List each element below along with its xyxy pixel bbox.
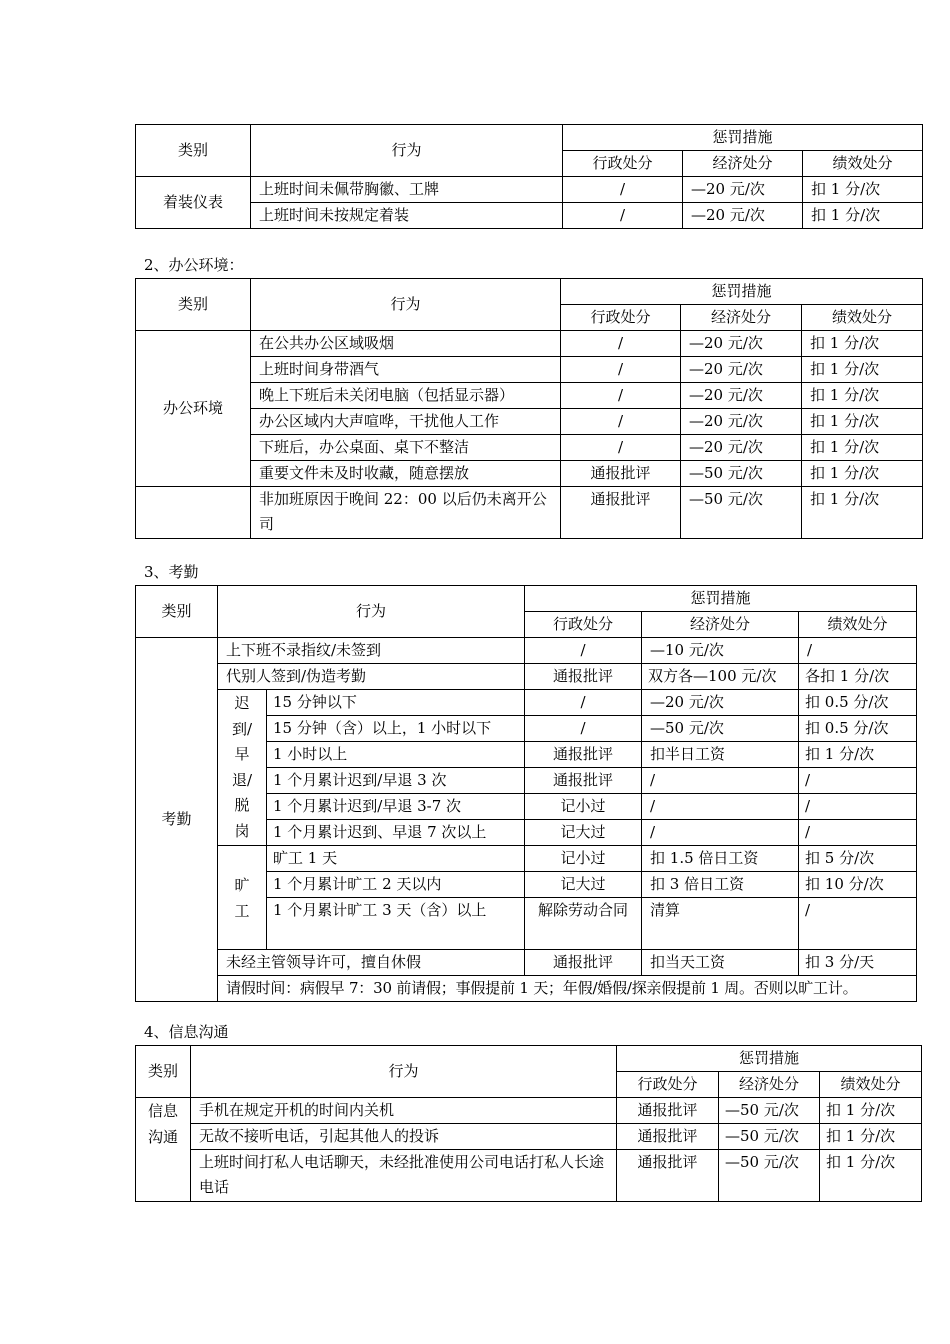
- admin-cell: 通报批评: [617, 1150, 719, 1202]
- economic-cell: —20 元/次: [683, 177, 803, 203]
- economic-cell: —10 元/次: [642, 638, 799, 664]
- behavior-cell: 旷工 1 天: [267, 846, 525, 872]
- performance-cell: 扣 1 分/次: [820, 1124, 922, 1150]
- admin-cell: 解除劳动合同: [525, 898, 642, 950]
- performance-cell: 扣 1 分/次: [799, 742, 917, 768]
- admin-cell: /: [563, 203, 683, 229]
- performance-cell: 扣 1 分/次: [803, 177, 923, 203]
- absenteeism-label: [218, 846, 267, 950]
- economic-cell: —20 元/次: [683, 203, 803, 229]
- table-row: [136, 1150, 922, 1202]
- admin-cell: /: [561, 435, 681, 461]
- header-admin: 行政处分: [561, 305, 681, 331]
- section-heading-office: 2、办公环境：: [144, 256, 244, 274]
- economic-cell: —20 元/次: [681, 383, 802, 409]
- table-row: [136, 461, 923, 487]
- attendance-table: [135, 585, 917, 1002]
- behavior-cell: 重要文件未及时收藏，随意摆放: [251, 461, 561, 487]
- behavior-cell: 1 个月累计迟到、早退 7 次以上: [267, 820, 525, 846]
- header-behavior: 行为: [251, 279, 561, 331]
- behavior-cell: 下班后，办公桌面、桌下不整洁: [251, 435, 561, 461]
- header-category: 类别: [136, 1046, 191, 1098]
- economic-cell: —50 元/次: [719, 1098, 820, 1124]
- performance-cell: /: [799, 820, 917, 846]
- behavior-cell: 上下班不录指纹/未签到: [218, 638, 525, 664]
- table-row: [136, 357, 923, 383]
- behavior-cell: 未经主管领导许可，擅自休假: [218, 950, 525, 976]
- behavior-cell: 在公共办公区域吸烟: [251, 331, 561, 357]
- header-behavior: 行为: [218, 586, 525, 638]
- admin-cell: 记小过: [525, 846, 642, 872]
- performance-cell: 扣 1 分/次: [802, 461, 923, 487]
- category-cell: 考勤: [136, 638, 218, 1002]
- admin-cell: /: [561, 357, 681, 383]
- economic-cell: —50 元/次: [681, 461, 802, 487]
- performance-cell: 各扣 1 分/次: [799, 664, 917, 690]
- section-heading-communication: 4、信息沟通: [144, 1023, 229, 1041]
- behavior-cell: 1 个月累计旷工 2 天以内: [267, 872, 525, 898]
- header-performance: 绩效处分: [820, 1072, 922, 1098]
- performance-cell: 扣 1 分/次: [802, 383, 923, 409]
- performance-cell: /: [799, 638, 917, 664]
- header-penalty: 惩罚措施: [525, 586, 917, 612]
- behavior-cell: 手机在规定开机的时间内关机: [191, 1098, 617, 1124]
- performance-cell: 扣 1 分/次: [802, 409, 923, 435]
- admin-cell: 通报批评: [617, 1098, 719, 1124]
- header-category: 类别: [136, 586, 218, 638]
- behavior-cell: 15 分钟（含）以上，1 小时以下: [267, 716, 525, 742]
- table-row: [136, 976, 917, 1002]
- absenteeism-text: 旷工: [234, 875, 250, 920]
- performance-cell: 扣 0.5 分/次: [799, 716, 917, 742]
- admin-cell: 通报批评: [561, 487, 681, 539]
- table-row: [136, 950, 917, 976]
- header-penalty: 惩罚措施: [617, 1046, 922, 1072]
- behavior-cell: 1 个月累计旷工 3 天（含）以上: [267, 898, 525, 950]
- table-row: [136, 487, 923, 539]
- table-row: [136, 409, 923, 435]
- table-row: [136, 638, 917, 664]
- header-economic: 经济处分: [681, 305, 802, 331]
- category-cell: [136, 1098, 191, 1202]
- behavior-cell: 1 个月累计迟到/早退 3-7 次: [267, 794, 525, 820]
- economic-cell: —20 元/次: [681, 357, 802, 383]
- performance-cell: /: [799, 794, 917, 820]
- behavior-cell: 上班时间身带酒气: [251, 357, 561, 383]
- economic-cell: 双方各—100 元/次: [642, 664, 799, 690]
- header-admin: 行政处分: [617, 1072, 719, 1098]
- header-behavior: 行为: [251, 125, 563, 177]
- header-penalty: 惩罚措施: [561, 279, 923, 305]
- behavior-cell: 无故不接听电话，引起其他人的投诉: [191, 1124, 617, 1150]
- admin-cell: 通报批评: [617, 1124, 719, 1150]
- table-row: [136, 383, 923, 409]
- header-admin: 行政处分: [563, 151, 683, 177]
- header-performance: 绩效处分: [803, 151, 923, 177]
- admin-cell: 记大过: [525, 872, 642, 898]
- table-row: [136, 203, 923, 229]
- admin-cell: 通报批评: [561, 461, 681, 487]
- performance-cell: 扣 1 分/次: [820, 1150, 922, 1202]
- header-category: 类别: [136, 125, 251, 177]
- performance-cell: /: [799, 898, 917, 950]
- table-row: [136, 690, 917, 716]
- economic-cell: —20 元/次: [642, 690, 799, 716]
- performance-cell: 扣 1 分/次: [802, 331, 923, 357]
- admin-cell: /: [561, 331, 681, 357]
- behavior-cell: 15 分钟以下: [267, 690, 525, 716]
- behavior-cell: 1 小时以上: [267, 742, 525, 768]
- economic-cell: —50 元/次: [719, 1150, 820, 1202]
- behavior-cell: 1 个月累计迟到/早退 3 次: [267, 768, 525, 794]
- economic-cell: —20 元/次: [681, 435, 802, 461]
- admin-cell: 记小过: [525, 794, 642, 820]
- behavior-cell: 上班时间打私人电话聊天，未经批准使用公司电话打私人长途电话: [191, 1150, 617, 1202]
- dress-code-table: [135, 124, 923, 229]
- admin-cell: /: [561, 383, 681, 409]
- header-performance: 绩效处分: [802, 305, 923, 331]
- table-row: [136, 331, 923, 357]
- economic-cell: —50 元/次: [681, 487, 802, 539]
- performance-cell: 扣 1 分/次: [802, 357, 923, 383]
- table-row: [136, 846, 917, 872]
- performance-cell: 扣 10 分/次: [799, 872, 917, 898]
- economic-cell: /: [642, 768, 799, 794]
- admin-cell: /: [525, 716, 642, 742]
- behavior-cell: 办公区域内大声喧哗，干扰他人工作: [251, 409, 561, 435]
- economic-cell: —50 元/次: [719, 1124, 820, 1150]
- admin-cell: 通报批评: [525, 742, 642, 768]
- header-admin: 行政处分: [525, 612, 642, 638]
- economic-cell: —20 元/次: [681, 331, 802, 357]
- category-cell: 着装仪表: [136, 177, 251, 229]
- behavior-cell: 上班时间未佩带胸徽、工牌: [251, 177, 563, 203]
- header-economic: 经济处分: [642, 612, 799, 638]
- behavior-cell: 晚上下班后未关闭电脑（包括显示器）: [251, 383, 561, 409]
- performance-cell: 扣 5 分/次: [799, 846, 917, 872]
- empty-category-cell: [136, 487, 251, 539]
- economic-cell: —20 元/次: [681, 409, 802, 435]
- communication-table: [135, 1045, 922, 1202]
- section-heading-attendance: 3、考勤: [144, 563, 199, 581]
- performance-cell: 扣 1 分/次: [803, 203, 923, 229]
- table-row: [136, 1124, 922, 1150]
- header-performance: 绩效处分: [799, 612, 917, 638]
- admin-cell: /: [561, 409, 681, 435]
- header-penalty: 惩罚措施: [563, 125, 923, 151]
- economic-cell: /: [642, 794, 799, 820]
- admin-cell: /: [525, 690, 642, 716]
- late-early-leave-label: [218, 690, 267, 846]
- admin-cell: 通报批评: [525, 768, 642, 794]
- admin-cell: 通报批评: [525, 950, 642, 976]
- table-row: [136, 664, 917, 690]
- economic-cell: /: [642, 820, 799, 846]
- header-economic: 经济处分: [683, 151, 803, 177]
- category-text: 信息沟通: [147, 1102, 178, 1146]
- performance-cell: 扣 0.5 分/次: [799, 690, 917, 716]
- header-category: 类别: [136, 279, 251, 331]
- table-row: [136, 1098, 922, 1124]
- economic-cell: 扣当天工资: [642, 950, 799, 976]
- table-row: [136, 177, 923, 203]
- behavior-cell: 上班时间未按规定着装: [251, 203, 563, 229]
- admin-cell: 记大过: [525, 820, 642, 846]
- performance-cell: 扣 1 分/次: [820, 1098, 922, 1124]
- performance-cell: /: [799, 768, 917, 794]
- behavior-cell: 代别人签到/伪造考勤: [218, 664, 525, 690]
- admin-cell: /: [563, 177, 683, 203]
- category-cell: 办公环境: [136, 331, 251, 487]
- performance-cell: 扣 1 分/次: [802, 487, 923, 539]
- economic-cell: 扣半日工资: [642, 742, 799, 768]
- late-early-leave-text: 迟到/早退/脱岗: [231, 694, 253, 840]
- economic-cell: 清算: [642, 898, 799, 950]
- leave-note-cell: 请假时间：病假早 7：30 前请假；事假提前 1 天；年假/婚假/探亲假提前 1 周。否则以旷工计。: [218, 976, 917, 1002]
- performance-cell: 扣 1 分/次: [802, 435, 923, 461]
- performance-cell: 扣 3 分/天: [799, 950, 917, 976]
- admin-cell: /: [525, 638, 642, 664]
- economic-cell: 扣 1.5 倍日工资: [642, 846, 799, 872]
- economic-cell: 扣 3 倍日工资: [642, 872, 799, 898]
- header-economic: 经济处分: [719, 1072, 820, 1098]
- behavior-cell: 非加班原因于晚间 22：00 以后仍未离开公司: [251, 487, 561, 539]
- economic-cell: —50 元/次: [642, 716, 799, 742]
- table-row: [136, 435, 923, 461]
- header-behavior: 行为: [191, 1046, 617, 1098]
- admin-cell: 通报批评: [525, 664, 642, 690]
- office-environment-table: [135, 278, 923, 539]
